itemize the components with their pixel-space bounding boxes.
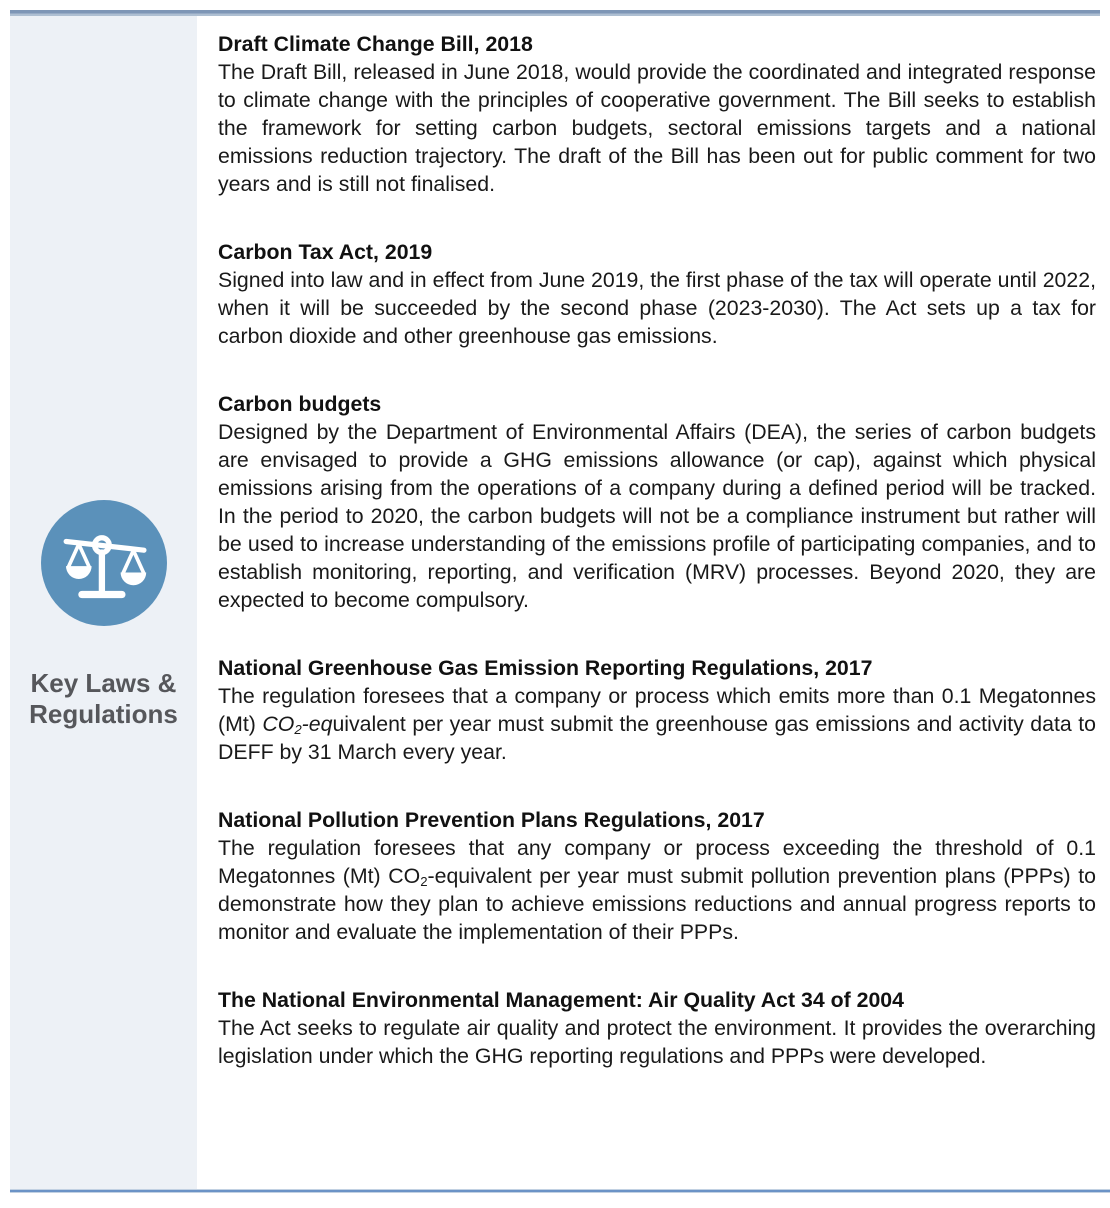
section-body: Signed into law and in effect from June 2019, the first phase of the tax will operate until 2022, when it will be succeeded by the second phase (2023-2030). The Act sets up a tax for carbon dioxide and other greenhouse gas emissions.	[218, 268, 1096, 348]
section-body: Designed by the Department of Environmental Affairs (DEA), the series of carbon budgets are envisaged to provide a GHG emissions allowance (or cap), against which physical emissions arising from the operations of a company during a defined period will be tracked. In the period to 2020, the carbon budgets will not be a compliance instrument but rather will be used to increase understanding of the emissions profile of participating companies, and to establish monitoring, reporting, and verification (MRV) processes. Beyond 2020, they are expected to become compulsory.	[218, 420, 1096, 612]
section-body	[218, 834, 1096, 946]
co2-subscript: 2	[420, 873, 428, 889]
section-heading: The National Environmental Management: Air Quality Act 34 of 2004	[218, 988, 904, 1012]
section-carbon-budgets	[218, 390, 1096, 614]
body-run: The regulation foresees that a company or process which emits more than 0.1 Megatonnes (Mt)	[218, 684, 1096, 736]
section-pollution-prevention-plans	[218, 806, 1096, 946]
laws-content	[218, 16, 1096, 1070]
section-body: The Act seeks to regulate air quality and protect the environment. It provides the overarching legislation under which the GHG reporting regulations and PPPs were developed.	[218, 1016, 1096, 1068]
section-heading: Draft Climate Change Bill, 2018	[218, 32, 533, 56]
scales-of-justice-icon	[41, 500, 167, 626]
body-run-italic: CO	[262, 712, 295, 736]
section-heading: Carbon budgets	[218, 392, 382, 416]
section-ghg-reporting-regulations	[218, 654, 1096, 766]
body-run: The regulation foresees that any company or process exceeding the threshold of 0.1 Megatonnes (Mt) CO	[218, 836, 1096, 888]
section-heading: National Pollution Prevention Plans Regulations, 2017	[218, 808, 765, 832]
section-body: The Draft Bill, released in June 2018, would provide the coordinated and integrated response to climate change with the principles of cooperative government. The Bill seeks to establish the framework for setting carbon budgets, sectoral emissions targets and a national emissions reduction trajectory. The draft of the Bill has been out for public comment for two years and is still not finalised.	[218, 60, 1096, 196]
body-run: uivalent per year must submit the greenhouse gas emissions and activity data to DEFF by 31 March every year.	[218, 712, 1096, 764]
body-run-italic: -eq	[301, 712, 333, 736]
section-carbon-tax-act	[218, 238, 1096, 350]
sidebar-title: Key Laws & Regulations	[29, 668, 178, 730]
section-draft-climate-change-bill	[218, 30, 1096, 198]
section-air-quality-act	[218, 986, 1096, 1070]
section-body	[218, 682, 1096, 766]
section-heading: National Greenhouse Gas Emission Reporting Regulations, 2017	[218, 656, 873, 680]
bottom-divider	[10, 1189, 1110, 1193]
co2-subscript: 2	[294, 721, 302, 737]
section-heading: Carbon Tax Act, 2019	[218, 240, 433, 264]
key-laws-sidebar	[10, 16, 197, 1189]
body-run: -equivalent per year must submit pollution prevention plans (PPPs) to demonstrate how they plan to achieve emissions reductions and annual progress reports to monitor and evaluate the implementation of their PPPs.	[218, 864, 1096, 944]
